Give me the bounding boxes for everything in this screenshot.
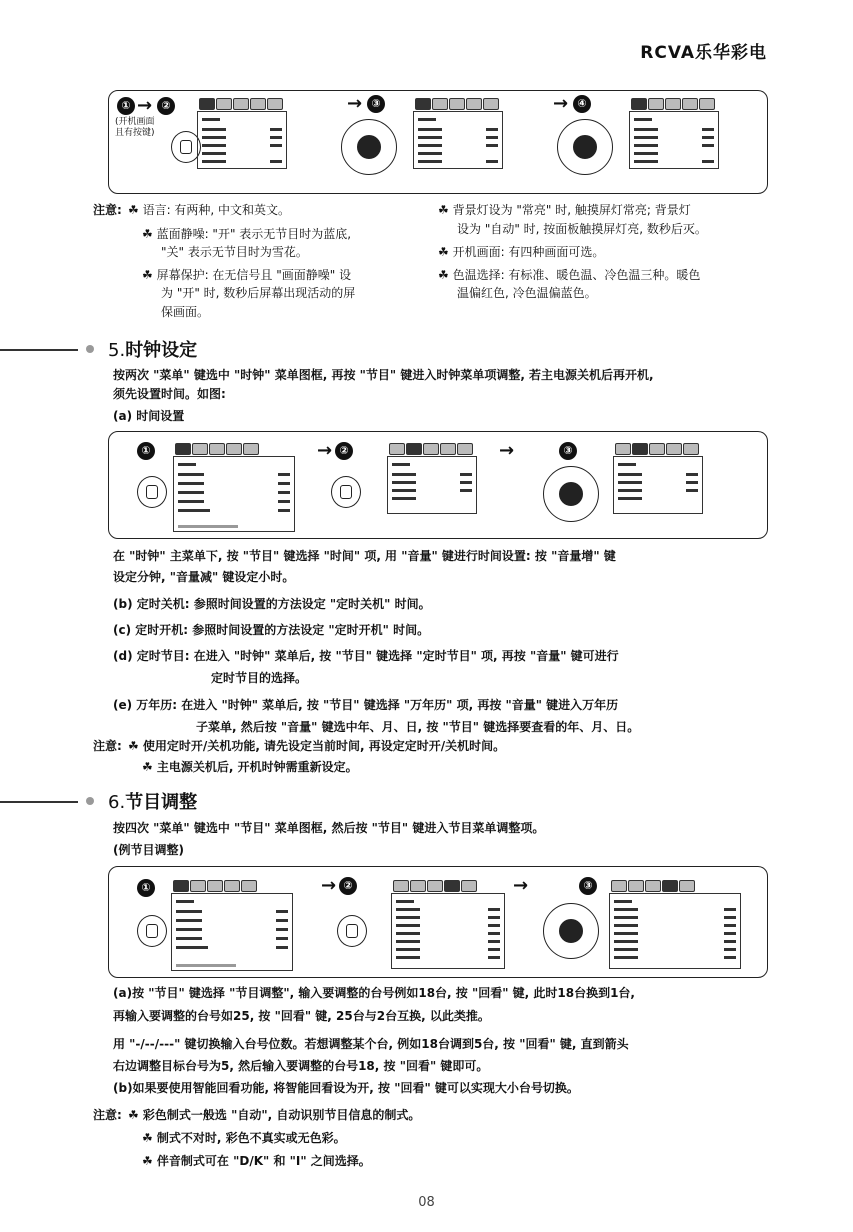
section-5-note-1: ☘ 使用定时开/关机功能, 请先设定当前时间, 再设定定时开/关机时间。	[128, 739, 506, 753]
arrow-icon: →	[553, 93, 569, 114]
navigation-pad-icon	[341, 119, 397, 175]
section-6-note-heading: 注意:	[93, 1108, 122, 1122]
step-1-badge: ①	[117, 97, 135, 115]
section-6-text-a-2: 再输入要调整的台号如25, 按 "回看" 键, 25台与2台互换, 以此类推。	[113, 1009, 490, 1023]
note-screensaver-cont: 为 "开" 时, 数秒后屏幕出现活动的屏	[161, 286, 356, 300]
clock-menu-screen-1	[173, 442, 293, 514]
arrow-icon: →	[347, 93, 363, 114]
note-backlight: ☘ 背景灯设为 "常亮" 时, 触摸屏灯常亮; 背景灯	[438, 203, 691, 217]
section-6-text-a-1: (a)按 "节目" 键选择 "节目调整", 输入要调整的台号例如18台, 按 "回看" 键, 此时18台换到1台,	[113, 986, 635, 1000]
section-bullet	[86, 345, 94, 353]
note-color-temp: ☘ 色温选择: 有标准、暖色温、冷色温三种。暖色	[438, 268, 701, 282]
menu-screen-1	[197, 97, 285, 169]
section-6-example: (例节目调整)	[113, 843, 184, 857]
section-5-intro-1: 按两次 "菜单" 键选中 "时钟" 菜单图框, 再按 "节目" 键进入时钟菜单项调整, 若主电源关机后再开机,	[113, 368, 654, 382]
section-6-number: 6.	[108, 792, 126, 813]
section-6-note-1: ☘ 彩色制式一般选 "自动", 自动识别节目信息的制式。	[128, 1108, 421, 1122]
step-4-badge: ④	[573, 95, 591, 113]
note-blue-screen: ☘ 蓝面静噪: "开" 表示无节目时为蓝底,	[142, 227, 352, 241]
note-color-temp-cont: 温偏红色, 冷色温偏蓝色。	[457, 286, 597, 300]
section-5-text-a-2: 设定分钟, "音量减" 键设定小时。	[113, 570, 295, 584]
remote-button-icon	[331, 476, 361, 508]
note-language: ☘ 语言: 有两种, 中文和英文。	[128, 203, 291, 217]
section-6-intro: 按四次 "菜单" 键选中 "节目" 菜单图框, 然后按 "节目" 键进入节目菜单调整项。	[113, 821, 545, 835]
arrow-icon: →	[137, 95, 153, 116]
section-divider	[0, 801, 78, 803]
section-6-note-3: ☘ 伴音制式可在 "D/K" 和 "I" 之间选择。	[142, 1154, 371, 1168]
section-5-sub-b: (b) 定时关机: 参照时间设置的方法设定 "定时关机" 时间。	[113, 597, 431, 611]
arrow-icon: →	[317, 440, 333, 461]
section-5-intro-2: 须先设置时间。如图:	[113, 387, 226, 401]
diagram-panel-3	[108, 866, 768, 978]
section-6-text-mid-1: 用 "-/--/---" 键切换输入台号位数。若想调整某个台, 例如18台调到5台, 按 "回看" 键, 直到箭头	[113, 1037, 629, 1051]
program-menu-screen-3	[609, 879, 739, 951]
section-5-number: 5.	[108, 340, 126, 361]
remote-button-icon	[137, 915, 167, 947]
note-boot-screen: ☘ 开机画面: 有四种画面可选。	[438, 245, 605, 259]
navigation-pad-icon	[543, 903, 599, 959]
section-6-title: 节目调整	[125, 792, 198, 813]
program-menu-screen-2	[391, 879, 503, 951]
section-5-note-2: ☘ 主电源关机后, 开机时钟需重新设定。	[142, 760, 358, 774]
section-5-heading	[108, 336, 197, 362]
section-5-title: 时钟设定	[125, 340, 198, 361]
section-5-text-a-1: 在 "时钟" 主菜单下, 按 "节目" 键选择 "时间" 项, 用 "音量" 键进行时间设置: 按 "音量增" 键	[113, 549, 616, 563]
step-3-badge: ③	[579, 877, 597, 895]
note-blue-screen-cont: "关" 表示无节目时为雪花。	[161, 245, 308, 259]
diagram-panel-2	[108, 431, 768, 539]
diagram-panel-1	[108, 90, 768, 194]
section-bullet	[86, 797, 94, 805]
step-3-badge: ③	[367, 95, 385, 113]
step-3-badge: ③	[559, 442, 577, 460]
arrow-icon: →	[513, 875, 529, 896]
remote-button-icon	[337, 915, 367, 947]
step-2-badge: ②	[157, 97, 175, 115]
arrow-icon: →	[499, 440, 515, 461]
step-1-badge: ①	[137, 442, 155, 460]
note-heading: 注意:	[93, 203, 122, 217]
section-6-text-mid-2: 右边调整目标台号为5, 然后输入要调整的台号18, 按 "回看" 键即可。	[113, 1059, 489, 1073]
section-5-note-heading: 注意:	[93, 739, 122, 753]
section-6-note-2: ☘ 制式不对时, 彩色不真实或无色彩。	[142, 1131, 346, 1145]
navigation-pad-icon	[557, 119, 613, 175]
clock-menu-screen-2	[387, 442, 475, 514]
step-1-badge: ①	[137, 879, 155, 897]
step-2-badge: ②	[339, 877, 357, 895]
section-5-sub-a: (a) 时间设置	[113, 409, 185, 423]
clock-menu-screen-3	[613, 442, 701, 514]
diagram-caption: (开机画面 且有按键)	[115, 117, 155, 138]
menu-screen-3	[629, 97, 717, 169]
step-2-badge: ②	[335, 442, 353, 460]
page-number: 08	[418, 1195, 435, 1210]
note-screensaver: ☘ 屏幕保护: 在无信号且 "画面静噪" 设	[142, 268, 352, 282]
section-6-heading	[108, 788, 197, 814]
section-5-sub-e-1: (e) 万年历: 在进入 "时钟" 菜单后, 按 "节目" 键选择 "万年历" 项, 再按 "音量" 键进入万年历	[113, 698, 619, 712]
section-divider	[0, 349, 78, 351]
program-menu-screen-1	[171, 879, 291, 951]
section-5-sub-d-1: (d) 定时节目: 在进入 "时钟" 菜单后, 按 "节目" 键选择 "定时节目" 项, 再按 "音量" 键可进行	[113, 649, 619, 663]
section-5-sub-c: (c) 定时开机: 参照时间设置的方法设定 "定时开机" 时间。	[113, 623, 430, 637]
brand-logo: RCVA乐华彩电	[640, 43, 767, 63]
menu-screen-2	[413, 97, 501, 169]
navigation-pad-icon	[543, 466, 599, 522]
note-backlight-cont: 设为 "自动" 时, 按面板触摸屏灯亮, 数秒后灭。	[457, 222, 707, 236]
remote-button-icon	[137, 476, 167, 508]
section-6-text-b: (b)如果要使用智能回看功能, 将智能回看设为开, 按 "回看" 键可以实现大小台号切换。	[113, 1081, 579, 1095]
section-5-sub-d-2: 定时节目的选择。	[211, 671, 308, 685]
note-screensaver-cont2: 保画面。	[161, 305, 210, 319]
arrow-icon: →	[321, 875, 337, 896]
section-5-sub-e-2: 子菜单, 然后按 "音量" 键选中年、月、日, 按 "节目" 键选择要查看的年、月、日。	[196, 720, 640, 734]
